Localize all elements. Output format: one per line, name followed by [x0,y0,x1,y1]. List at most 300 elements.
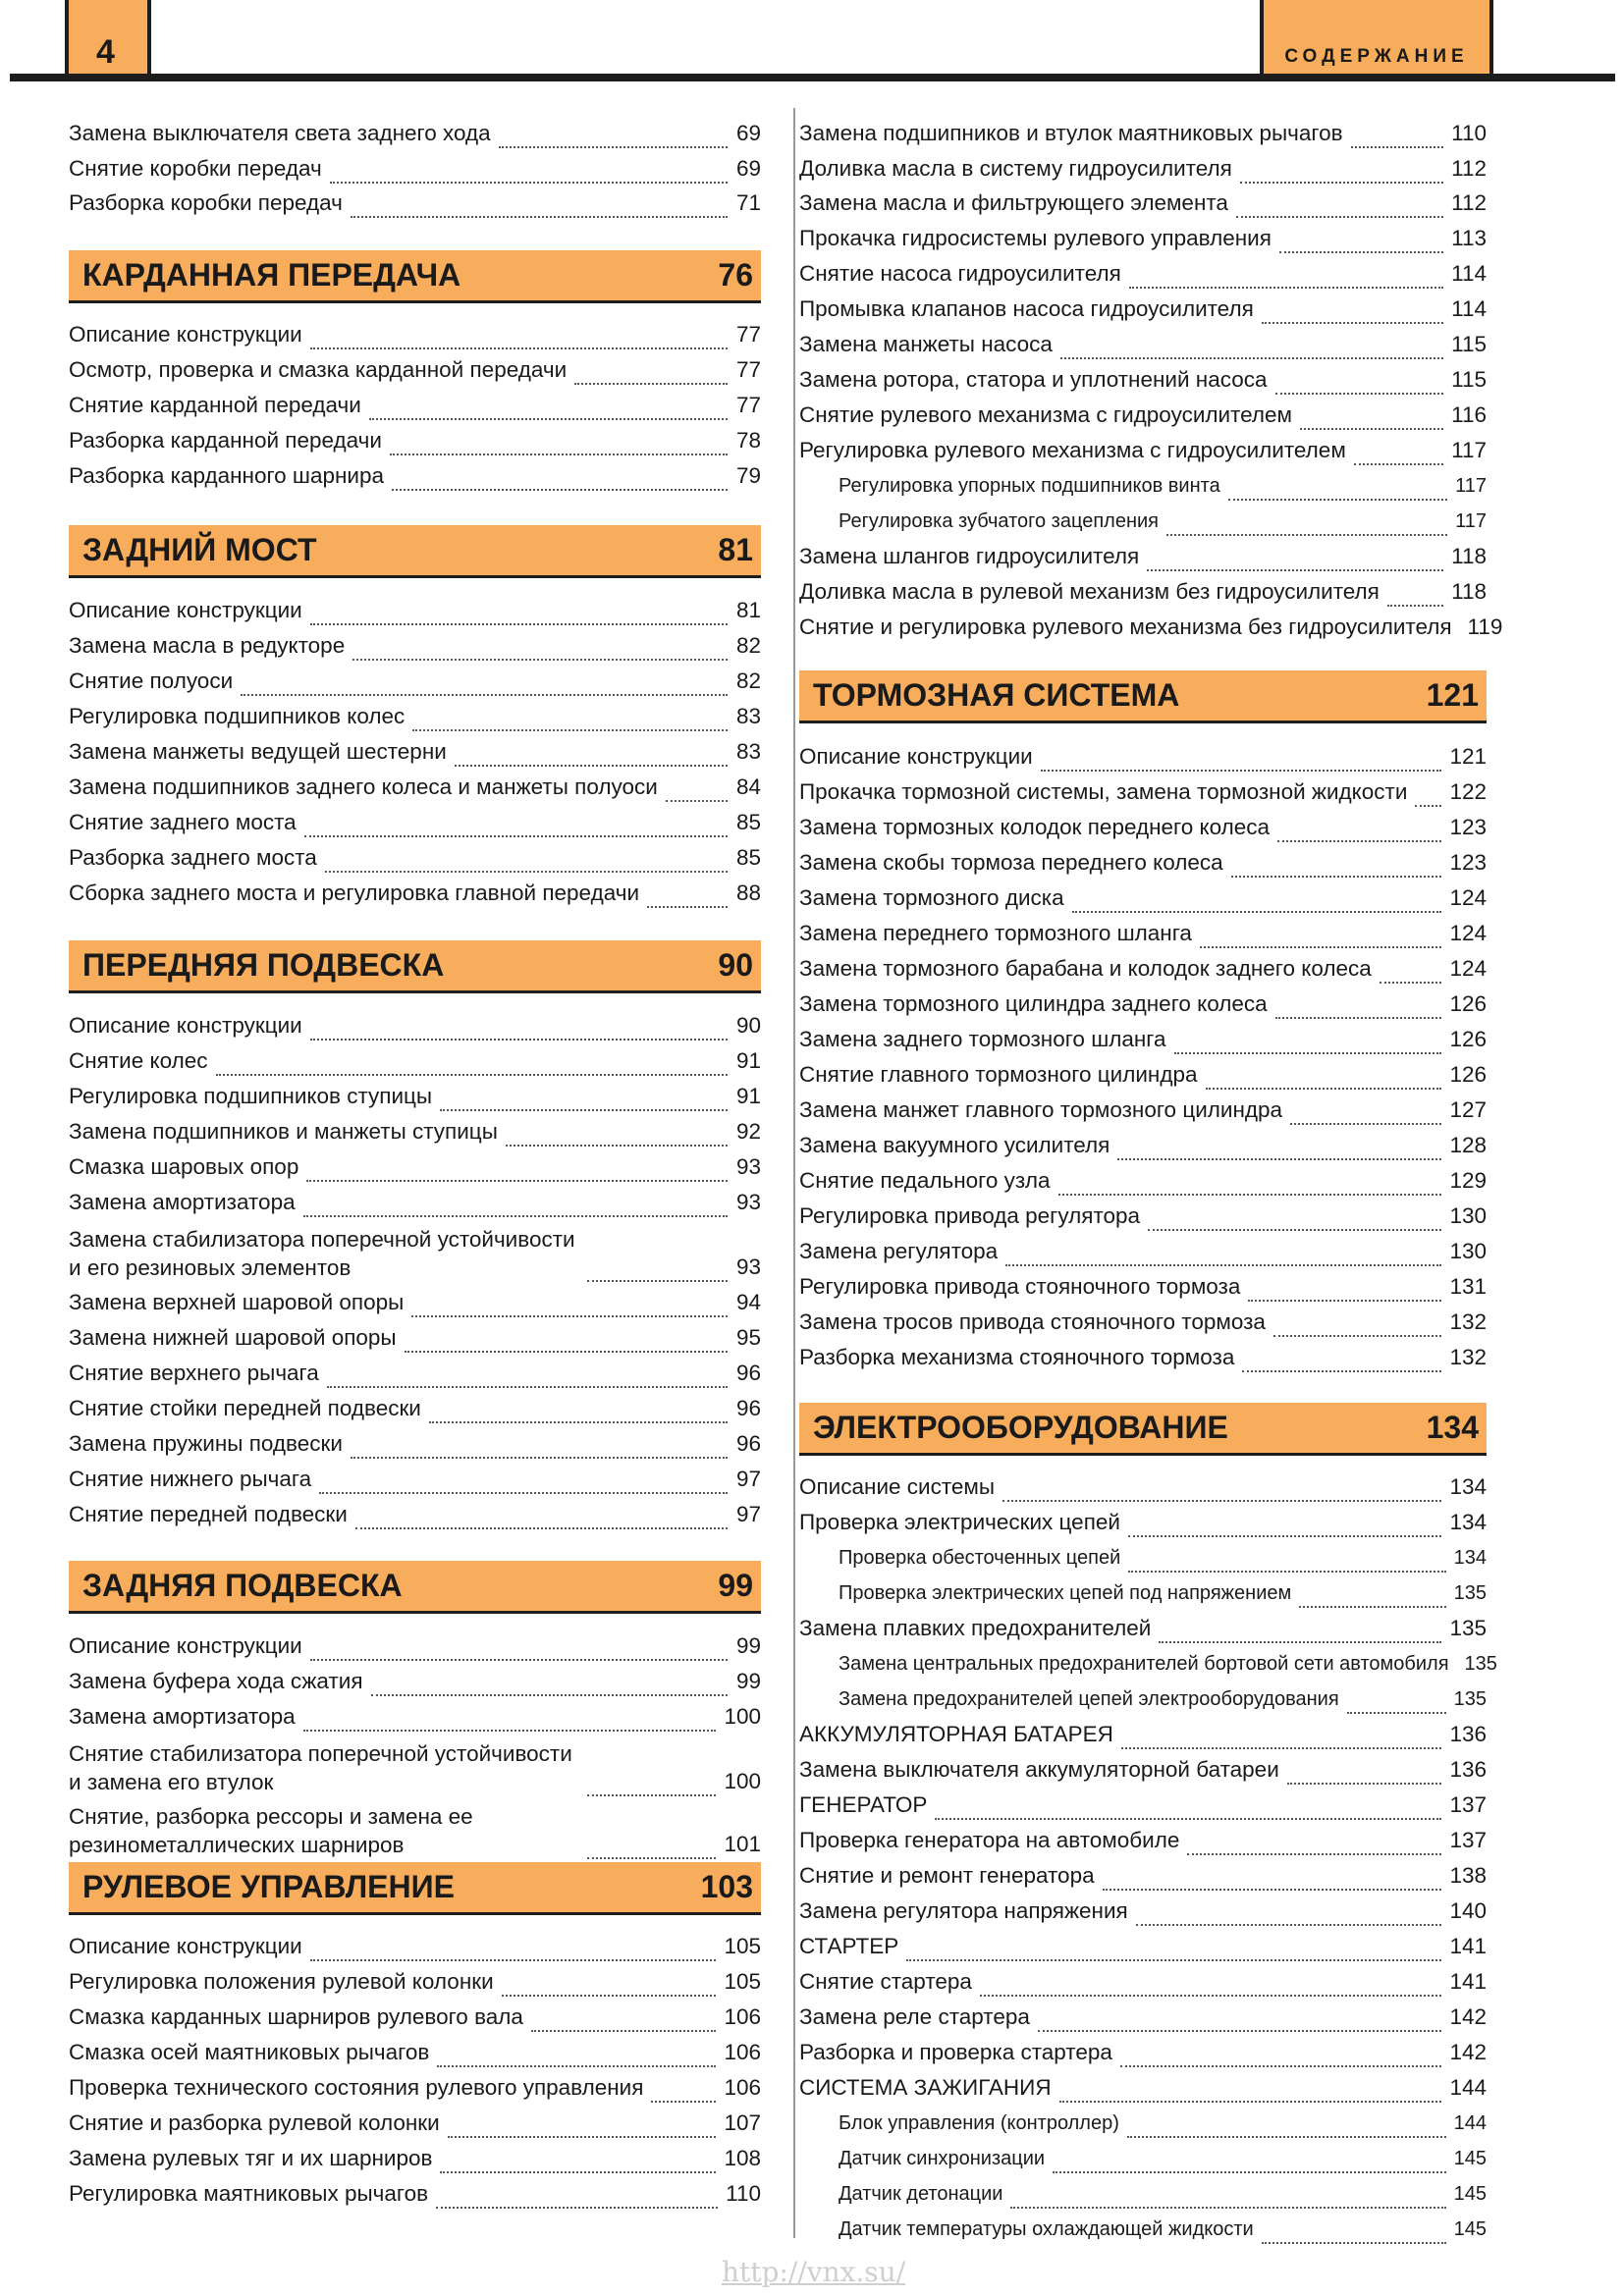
toc-entry-page: 129 [1449,1168,1487,1193]
toc-entry-title: Описание конструкции [69,322,302,347]
toc-entry[interactable] [799,986,1487,1019]
dot-leader [1117,1138,1441,1160]
dot-leader [1002,1479,1441,1502]
toc-entry-page: 123 [1449,850,1487,875]
toc-entry-title: Замена тормозного барабана и колодок заднего колеса [799,956,1372,981]
section-header-page: 90 [718,947,753,983]
toc-entry-title: Осмотр, проверка и смазка карданной передачи [69,357,568,382]
toc-entry[interactable] [69,1734,761,1796]
toc-entry-page: 101 [724,1832,761,1856]
section-header [69,1561,761,1614]
toc-entry[interactable] [799,1963,1487,1997]
dot-leader [1287,1762,1442,1785]
dot-leader [935,1797,1441,1820]
toc-entry[interactable] [799,1504,1487,1537]
toc-entry[interactable] [69,1219,761,1282]
toc-entry-page: 121 [1449,744,1487,769]
toc-entry-page: 118 [1451,579,1487,604]
toc-entry-title: Замена подшипников и втулок маятниковых рычагов [799,121,1343,145]
toc-entry-title: Замена выключателя аккумуляторной батареи [799,1757,1279,1782]
toc-entry-title: Снятие насоса гидроусилителя [799,261,1121,286]
toc-entry-title: Разборка карданного шарнира [69,463,385,488]
toc-entry-page: 82 [735,668,761,693]
dot-leader [587,1259,728,1282]
dot-leader [455,744,728,767]
toc-entry-page: 93 [735,1154,761,1179]
toc-entry-page: 97 [735,1467,761,1491]
section-header-title: ЭЛЕКТРООБОРУДОВАНИЕ [813,1410,1228,1445]
toc-entry-title: Разборка коробки передач [69,190,343,215]
toc-entry-page: 141 [1449,1934,1487,1958]
dot-leader [499,126,728,148]
toc-entry-title: Снятие педального узла [799,1168,1051,1193]
toc-entry-title: Замена плавких предохранителей [799,1616,1152,1640]
dot-leader [1248,1279,1441,1302]
dot-leader [1136,1903,1442,1926]
toc-entry-page: 106 [724,2004,761,2029]
toc-entry-title: Снятие нижнего рычага [69,1467,312,1491]
toc-entry-page: 107 [724,2110,761,2135]
toc-entry-title: Датчик температуры охлаждающей жидкости [839,2218,1254,2240]
section-header-page: 121 [1426,677,1479,713]
toc-entry-page: 141 [1449,1969,1487,1994]
toc-entry[interactable] [69,1148,761,1182]
toc-entry-title: Регулировка рулевого механизма с гидроусилителем [799,438,1346,462]
toc-entry-title: Замена стабилизатора поперечной устойчивости и его резиновых элементов [69,1227,575,1280]
toc-entry[interactable] [799,738,1487,772]
toc-entry-page: 117 [1455,475,1487,497]
toc-entry-title: Замена амортизатора [69,1704,296,1729]
toc-entry-page: 127 [1449,1097,1487,1122]
toc-entry-title: Описание системы [799,1474,996,1499]
toc-entry-title: Описание конструкции [69,1013,302,1038]
toc-entry-title: Снятие стабилизатора поперечной устойчивости и замена его втулок [69,1741,572,1794]
toc-entry-page: 135 [1464,1653,1497,1675]
toc-entry[interactable] [799,1928,1487,1961]
toc-entry-title: Описание конструкции [799,744,1033,769]
toc-entry-title: Замена регулятора [799,1239,999,1263]
dot-leader [1387,584,1443,607]
toc-entry[interactable] [69,1663,761,1696]
dot-leader [1147,549,1443,571]
toc-subentry[interactable] [799,1575,1487,1608]
toc-entry[interactable] [799,326,1487,359]
toc-entry[interactable] [799,1716,1487,1749]
toc-entry[interactable] [69,1999,761,2032]
dot-leader [392,468,728,491]
toc-entry[interactable] [69,1796,761,1859]
toc-entry[interactable] [69,839,761,873]
toc-subentry[interactable] [799,1681,1487,1714]
toc-entry-page: 115 [1451,332,1487,356]
dot-leader [1166,517,1447,536]
dot-leader [1262,2225,1446,2244]
toc-entry-title: Регулировка зубчатого зацепления [839,510,1159,532]
toc-entry-page: 124 [1449,956,1487,981]
toc-entry-page: 99 [735,1669,761,1693]
toc-entry-page: 78 [735,428,761,453]
toc-entry-page: 106 [724,2075,761,2100]
toc-entry-page: 96 [735,1396,761,1420]
toc-entry[interactable] [799,1857,1487,1891]
toc-entry-title: Замена тормозных колодок переднего колеса [799,815,1271,839]
toc-entry-title: Снятие карданной передачи [69,393,361,417]
toc-entry-title: Описание конструкции [69,1934,302,1958]
section-header-page: 81 [718,532,753,567]
toc-entry[interactable] [799,809,1487,842]
toc-entry[interactable] [69,2140,761,2173]
toc-entry-title: Снятие передней подвески [69,1502,348,1526]
dot-leader [1129,266,1443,289]
toc-entry-title: Замена амортизатора [69,1190,296,1214]
dot-leader [241,673,728,696]
section-tab [1260,0,1493,74]
dot-leader [310,1018,728,1041]
dot-leader [1275,372,1444,395]
toc-entry[interactable] [799,361,1487,395]
toc-entry[interactable] [69,185,761,218]
toc-entry[interactable] [69,1284,761,1317]
toc-entry-title: Замена предохранителей цепей электрооборудования [839,1688,1339,1710]
toc-entry[interactable] [69,150,761,184]
toc-entry-title: Датчик синхронизации [839,2148,1046,2169]
toc-entry[interactable] [799,397,1487,430]
dot-leader [531,2009,717,2032]
toc-entry-page: 82 [735,633,761,658]
dot-leader [1128,1515,1442,1537]
toc-entry-page: 90 [735,1013,761,1038]
dot-leader [1236,195,1443,218]
toc-entry-title: Замена манжеты насоса [799,332,1053,356]
toc-entry-title: Датчик детонации [839,2183,1003,2205]
toc-entry-title: Проверка генератора на автомобиле [799,1828,1180,1852]
dot-leader [1128,1554,1445,1573]
dot-leader [1300,407,1443,430]
toc-entry-page: 144 [1449,2075,1487,2100]
section-header-title: ЗАДНИЙ МОСТ [82,532,317,567]
toc-entry-title: Замена рулевых тяг и их шарниров [69,2146,433,2170]
dot-leader [1174,1032,1442,1054]
toc-entry-page: 126 [1449,991,1487,1016]
dot-leader [506,1124,728,1147]
toc-entry[interactable] [69,1928,761,1961]
toc-entry[interactable] [799,774,1487,807]
dot-leader [310,603,728,625]
toc-entry[interactable] [69,1698,761,1732]
dot-leader [352,638,728,661]
toc-entry-page: 83 [735,704,761,728]
toc-subentry[interactable] [799,2105,1487,2138]
toc-entry-title: Смазка шаровых опор [69,1154,299,1179]
toc-entry[interactable] [799,115,1487,148]
toc-entry-page: 96 [735,1431,761,1456]
toc-entry[interactable] [799,1092,1487,1125]
toc-entry-title: Блок управления (контроллер) [839,2112,1119,2134]
toc-entry-page: 116 [1451,402,1487,427]
toc-entry-page: 110 [1451,121,1487,145]
toc-entry[interactable] [69,698,761,731]
toc-entry-title: Регулировка положения рулевой колонки [69,1969,494,1994]
toc-entry-page: 91 [735,1048,761,1073]
toc-entry-page: 137 [1449,1792,1487,1817]
toc-entry[interactable] [69,2175,761,2209]
toc-entry-page: 99 [735,1633,761,1658]
toc-entry-title: Снятие коробки передач [69,156,322,181]
toc-entry[interactable] [799,1304,1487,1337]
toc-entry[interactable] [69,1628,761,1661]
dot-leader [1380,961,1442,984]
toc-entry-page: 112 [1451,156,1487,181]
section-header-page: 134 [1426,1410,1479,1445]
toc-entry[interactable] [799,2034,1487,2067]
toc-entry-title: Замена шлангов гидроусилителя [799,544,1140,568]
toc-entry-page: 124 [1449,885,1487,910]
toc-entry-title: Снятие, разборка рессоры и замена ее резинометаллических шарниров [69,1804,473,1857]
toc-entry-title: Разборка заднего моста [69,845,317,870]
toc-entry[interactable] [69,627,761,661]
toc-entry-title: Регулировка привода регулятора [799,1203,1141,1228]
toc-entry[interactable] [799,1893,1487,1926]
toc-entry-page: 131 [1449,1274,1487,1299]
toc-entry-title: Доливка масла в рулевой механизм без гидроусилителя [799,579,1380,604]
toc-entry[interactable] [799,2069,1487,2103]
dot-leader [405,1330,728,1353]
toc-entry[interactable] [69,1390,761,1423]
toc-entry[interactable] [799,1751,1487,1785]
section-header-title: ТОРМОЗНАЯ СИСТЕМА [813,677,1180,713]
toc-entry-page: 71 [735,190,761,215]
toc-entry[interactable] [799,1056,1487,1090]
dot-leader [1351,126,1444,148]
toc-entry-page: 85 [735,845,761,870]
toc-entry[interactable] [799,538,1487,571]
toc-entry-title: Замена буфера хода сжатия [69,1669,363,1693]
toc-entry-title: Регулировка привода стояночного тормоза [799,1274,1241,1299]
toc-entry[interactable] [69,592,761,625]
toc-entry-page: 140 [1449,1898,1487,1923]
toc-entry-title: Замена масла и фильтрующего элемента [799,190,1228,215]
toc-entry-page: 85 [735,810,761,834]
toc-entry-page: 114 [1451,261,1487,286]
dot-leader [306,1159,728,1182]
toc-entry-page: 115 [1451,367,1487,392]
toc-entry[interactable] [69,769,761,802]
toc-entry[interactable] [799,1268,1487,1302]
dot-leader [319,1471,728,1494]
toc-entry-title: Разборка механизма стояночного тормоза [799,1345,1235,1369]
dot-leader [906,1939,1441,1961]
toc-subentry[interactable] [799,503,1487,536]
dot-leader [310,1638,728,1661]
toc-entry-page: 132 [1449,1345,1487,1369]
toc-entry[interactable] [799,1610,1487,1643]
dot-leader [1354,443,1443,465]
toc-entry[interactable] [69,1496,761,1529]
toc-entry-page: 79 [735,463,761,488]
toc-entry-page: 92 [735,1119,761,1144]
toc-subentry[interactable] [799,467,1487,501]
dot-leader [411,1295,728,1317]
dot-leader [310,327,728,349]
dot-leader [1290,1102,1441,1125]
toc-entry-page: 135 [1453,1688,1487,1710]
toc-entry[interactable] [69,875,761,908]
dot-leader [980,1974,1442,1997]
toc-entry[interactable] [69,1078,761,1111]
toc-entry[interactable] [799,1198,1487,1231]
toc-entry-title: Замена подшипников заднего колеса и манжеты полуоси [69,774,658,799]
toc-entry-page: 124 [1449,921,1487,945]
toc-entry-page: 145 [1453,2148,1487,2169]
toc-entry-title: Замена выключателя света заднего хода [69,121,491,145]
toc-entry[interactable] [799,1339,1487,1372]
toc-entry-title: АККУМУЛЯТОРНАЯ БАТАРЕЯ [799,1722,1113,1746]
toc-entry-page: 84 [735,774,761,799]
toc-entry[interactable] [799,1822,1487,1855]
toc-entry[interactable] [69,351,761,385]
toc-entry[interactable] [799,1787,1487,1820]
dot-leader [355,1507,728,1529]
dot-leader [1005,1244,1441,1266]
toc-subentry[interactable] [799,1645,1497,1679]
toc-entry[interactable] [69,1461,761,1494]
toc-entry[interactable] [799,950,1487,984]
toc-entry[interactable] [69,1184,761,1217]
toc-entry[interactable] [799,185,1487,218]
toc-entry-page: 77 [735,393,761,417]
toc-entry[interactable] [69,1963,761,1997]
toc-entry-title: Прокачка гидросистемы рулевого управления [799,226,1272,250]
dot-leader [216,1053,728,1076]
toc-entry[interactable] [69,663,761,696]
toc-entry[interactable] [799,844,1487,878]
toc-entry[interactable] [69,1425,761,1459]
toc-entry-page: 122 [1449,779,1487,804]
toc-entry[interactable] [69,2069,761,2103]
toc-entry[interactable] [69,1042,761,1076]
dot-leader [1058,1173,1442,1196]
toc-entry[interactable] [799,1021,1487,1054]
dot-leader [440,2151,716,2173]
toc-entry-page: 119 [1467,614,1503,639]
toc-subentry[interactable] [799,1539,1487,1573]
toc-entry-page: 110 [726,2181,761,2206]
toc-entry-page: 100 [724,1704,761,1729]
toc-entry[interactable] [799,220,1487,253]
toc-subentry[interactable] [799,2175,1487,2209]
toc-entry-title: Снятие и разборка рулевой колонки [69,2110,440,2135]
dot-leader [1228,482,1447,501]
toc-entry[interactable] [799,1162,1487,1196]
toc-entry[interactable] [69,804,761,837]
dot-leader [666,779,728,802]
toc-entry-page: 88 [735,881,761,905]
toc-entry[interactable] [69,422,761,455]
toc-entry-page: 93 [735,1190,761,1214]
toc-entry-title: Разборка карданной передачи [69,428,382,453]
toc-entry-page: 126 [1449,1062,1487,1087]
toc-entry-page: 69 [735,121,761,145]
toc-entry-page: 117 [1455,510,1487,532]
toc-entry[interactable] [69,733,761,767]
toc-entry-title: Смазка карданных шарниров рулевого вала [69,2004,523,2029]
dot-leader [1273,1314,1442,1337]
section-header [799,1403,1487,1456]
toc-entry-title: Проверка электрических цепей [799,1510,1120,1534]
toc-entry[interactable] [799,1468,1487,1502]
dot-leader [325,850,728,873]
dot-leader [1148,1208,1441,1231]
toc-entry[interactable] [69,457,761,491]
toc-entry-title: Регулировка маятниковых рычагов [69,2181,429,2206]
section-header-title: РУЛЕВОЕ УПРАВЛЕНИЕ [82,1869,455,1904]
toc-entry-page: 113 [1451,226,1487,250]
dot-leader [304,815,728,837]
toc-entry-page: 145 [1453,2183,1487,2205]
dot-leader [330,161,728,184]
toc-entry-page: 91 [735,1084,761,1108]
dot-leader [351,195,728,218]
toc-subentry[interactable] [799,2211,1487,2244]
toc-entry[interactable] [799,255,1487,289]
toc-entry-title: Описание конструкции [69,1633,302,1658]
toc-entry-page: 145 [1453,2218,1487,2240]
section-header [69,940,761,993]
toc-entry-page: 95 [735,1325,761,1350]
toc-entry[interactable] [69,2105,761,2138]
toc-entry[interactable] [69,387,761,420]
dot-leader [440,1089,728,1111]
toc-entry[interactable] [799,915,1487,948]
toc-entry[interactable] [69,1355,761,1388]
toc-entry-page: 138 [1449,1863,1487,1888]
toc-entry-page: 135 [1453,1582,1487,1604]
toc-entry[interactable] [799,150,1487,184]
toc-entry[interactable] [69,1319,761,1353]
toc-entry-title: Замена манжеты ведущей шестерни [69,739,447,764]
toc-entry[interactable] [799,291,1487,324]
dot-leader [647,885,728,908]
toc-entry[interactable] [69,316,761,349]
dot-leader [351,1436,728,1459]
toc-entry-title: Снятие рулевого механизма с гидроусилителем [799,402,1293,427]
toc-entry[interactable] [799,609,1503,642]
page-number: 4 [96,33,115,71]
toc-entry[interactable] [799,1127,1487,1160]
dot-leader [1240,161,1443,184]
toc-entry-title: Снятие главного тормозного цилиндра [799,1062,1198,1087]
dot-leader [1103,1868,1442,1891]
section-title: СОДЕРЖАНИЕ [1284,46,1469,67]
toc-entry[interactable] [799,880,1487,913]
toc-entry-title: Снятие верхнего рычага [69,1361,319,1385]
toc-entry[interactable] [69,1113,761,1147]
toc-entry[interactable] [69,1007,761,1041]
toc-entry[interactable] [799,432,1487,465]
toc-entry[interactable] [69,2034,761,2067]
toc-entry-title: Замена реле стартера [799,2004,1030,2029]
toc-entry[interactable] [799,1999,1487,2032]
toc-entry-title: Замена подшипников и манжеты ступицы [69,1119,498,1144]
toc-entry-page: 114 [1451,296,1487,321]
dot-leader [429,1401,728,1423]
dot-leader [651,2080,716,2103]
toc-entry[interactable] [799,573,1487,607]
toc-subentry[interactable] [799,2140,1487,2173]
toc-entry[interactable] [69,115,761,148]
toc-entry-page: 118 [1451,544,1487,568]
toc-entry[interactable] [799,1233,1487,1266]
